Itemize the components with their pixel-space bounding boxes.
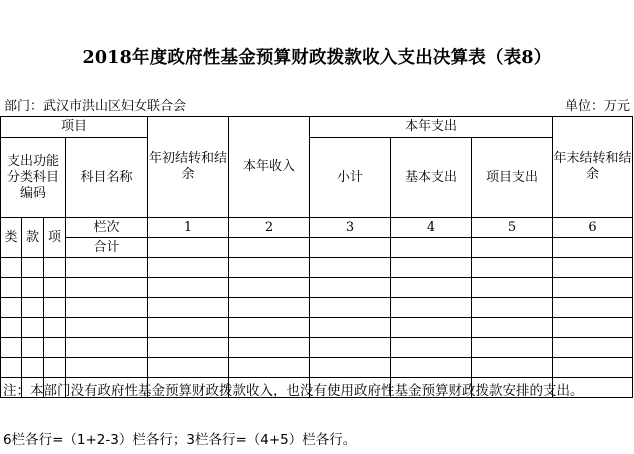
formula-note: 6栏各行=（1+2-3）栏各行；3栏各行=（4+5）栏各行。 (3, 432, 357, 448)
table-cell (391, 318, 472, 338)
table-cell (391, 238, 472, 258)
table-cell (1, 318, 22, 338)
table-cell (44, 338, 66, 358)
table-cell (148, 278, 229, 298)
table-cell (472, 298, 553, 318)
table-cell (553, 258, 633, 278)
column-number: 4 (391, 218, 472, 238)
header-end-balance: 年末结转和结余 (553, 117, 633, 218)
table-cell (148, 358, 229, 378)
column-number: 5 (472, 218, 553, 238)
table-cell (44, 258, 66, 278)
table-cell (22, 318, 44, 338)
budget-table (0, 116, 633, 398)
table-cell (1, 278, 22, 298)
table-cell (310, 278, 391, 298)
column-no-label: 栏次 (66, 218, 148, 238)
table-cell (22, 278, 44, 298)
column-number: 3 (310, 218, 391, 238)
table-cell (553, 338, 633, 358)
page-title: 2018年度政府性基金预算财政拨款收入支出决算表（表8） (82, 48, 552, 68)
table-cell (229, 238, 310, 258)
table-cell (553, 238, 633, 258)
column-number: 1 (148, 218, 229, 238)
table-cell (472, 318, 553, 338)
table-cell (553, 318, 633, 338)
table-cell (229, 338, 310, 358)
header-income: 本年收入 (229, 117, 310, 218)
table-cell (472, 258, 553, 278)
table-cell (310, 318, 391, 338)
table-cell (229, 258, 310, 278)
table-cell (66, 318, 148, 338)
table-cell (148, 258, 229, 278)
table-cell (229, 278, 310, 298)
table-cell (310, 238, 391, 258)
table-cell (1, 258, 22, 278)
table-cell (229, 358, 310, 378)
table-cell (148, 238, 229, 258)
table-cell (66, 298, 148, 318)
header-lei: 类 (1, 218, 22, 258)
table-cell (472, 278, 553, 298)
table-cell (472, 338, 553, 358)
header-subtotal: 小计 (310, 138, 391, 218)
table-row (1, 338, 633, 358)
table-cell (391, 298, 472, 318)
table-cell (310, 358, 391, 378)
department-label: 部门：武汉市洪山区妇女联合会 (4, 99, 187, 114)
table-cell (1, 338, 22, 358)
table-cell (44, 318, 66, 338)
table-cell (66, 258, 148, 278)
table-cell (391, 258, 472, 278)
header-expenditure: 本年支出 (310, 117, 553, 138)
table-cell (310, 298, 391, 318)
header-item: 项目 (1, 117, 148, 138)
table-cell (44, 278, 66, 298)
table-cell (391, 278, 472, 298)
table-cell (553, 298, 633, 318)
table-row (1, 358, 633, 378)
table-row (1, 318, 633, 338)
table-row (1, 298, 633, 318)
table-cell (148, 298, 229, 318)
table-cell (148, 318, 229, 338)
table-cell (22, 338, 44, 358)
header-basic-exp: 基本支出 (391, 138, 472, 218)
header-xiang: 项 (44, 218, 66, 258)
total-row-label: 合计 (66, 238, 148, 258)
header-subject-name: 科目名称 (66, 138, 148, 218)
table-cell (472, 238, 553, 258)
table-cell (391, 338, 472, 358)
table-cell (66, 338, 148, 358)
column-number: 6 (553, 218, 633, 238)
table-cell (229, 298, 310, 318)
table-cell (310, 338, 391, 358)
table-cell (391, 358, 472, 378)
table-cell (66, 278, 148, 298)
table-cell (553, 358, 633, 378)
header-project-exp: 项目支出 (472, 138, 553, 218)
column-number: 2 (229, 218, 310, 238)
unit-label: 单位：万元 (564, 99, 630, 114)
header-begin-balance: 年初结转和结余 (148, 117, 229, 218)
table-cell (553, 278, 633, 298)
table-cell (1, 358, 22, 378)
table-cell (148, 338, 229, 358)
header-kuan: 款 (22, 218, 44, 258)
table-cell (66, 358, 148, 378)
table-cell (1, 298, 22, 318)
header-func-code: 支出功能分类科目编码 (1, 138, 66, 218)
table-cell (22, 258, 44, 278)
table-cell (22, 298, 44, 318)
table-cell (229, 318, 310, 338)
table-cell (472, 358, 553, 378)
table-row (1, 278, 633, 298)
table-cell (310, 258, 391, 278)
footnote: 注：本部门没有政府性基金预算财政拨款收入，也没有使用政府性基金预算财政拨款安排的支出。 (3, 383, 584, 399)
table-cell (44, 298, 66, 318)
table-cell (22, 358, 44, 378)
table-cell (44, 358, 66, 378)
table-row (1, 258, 633, 278)
